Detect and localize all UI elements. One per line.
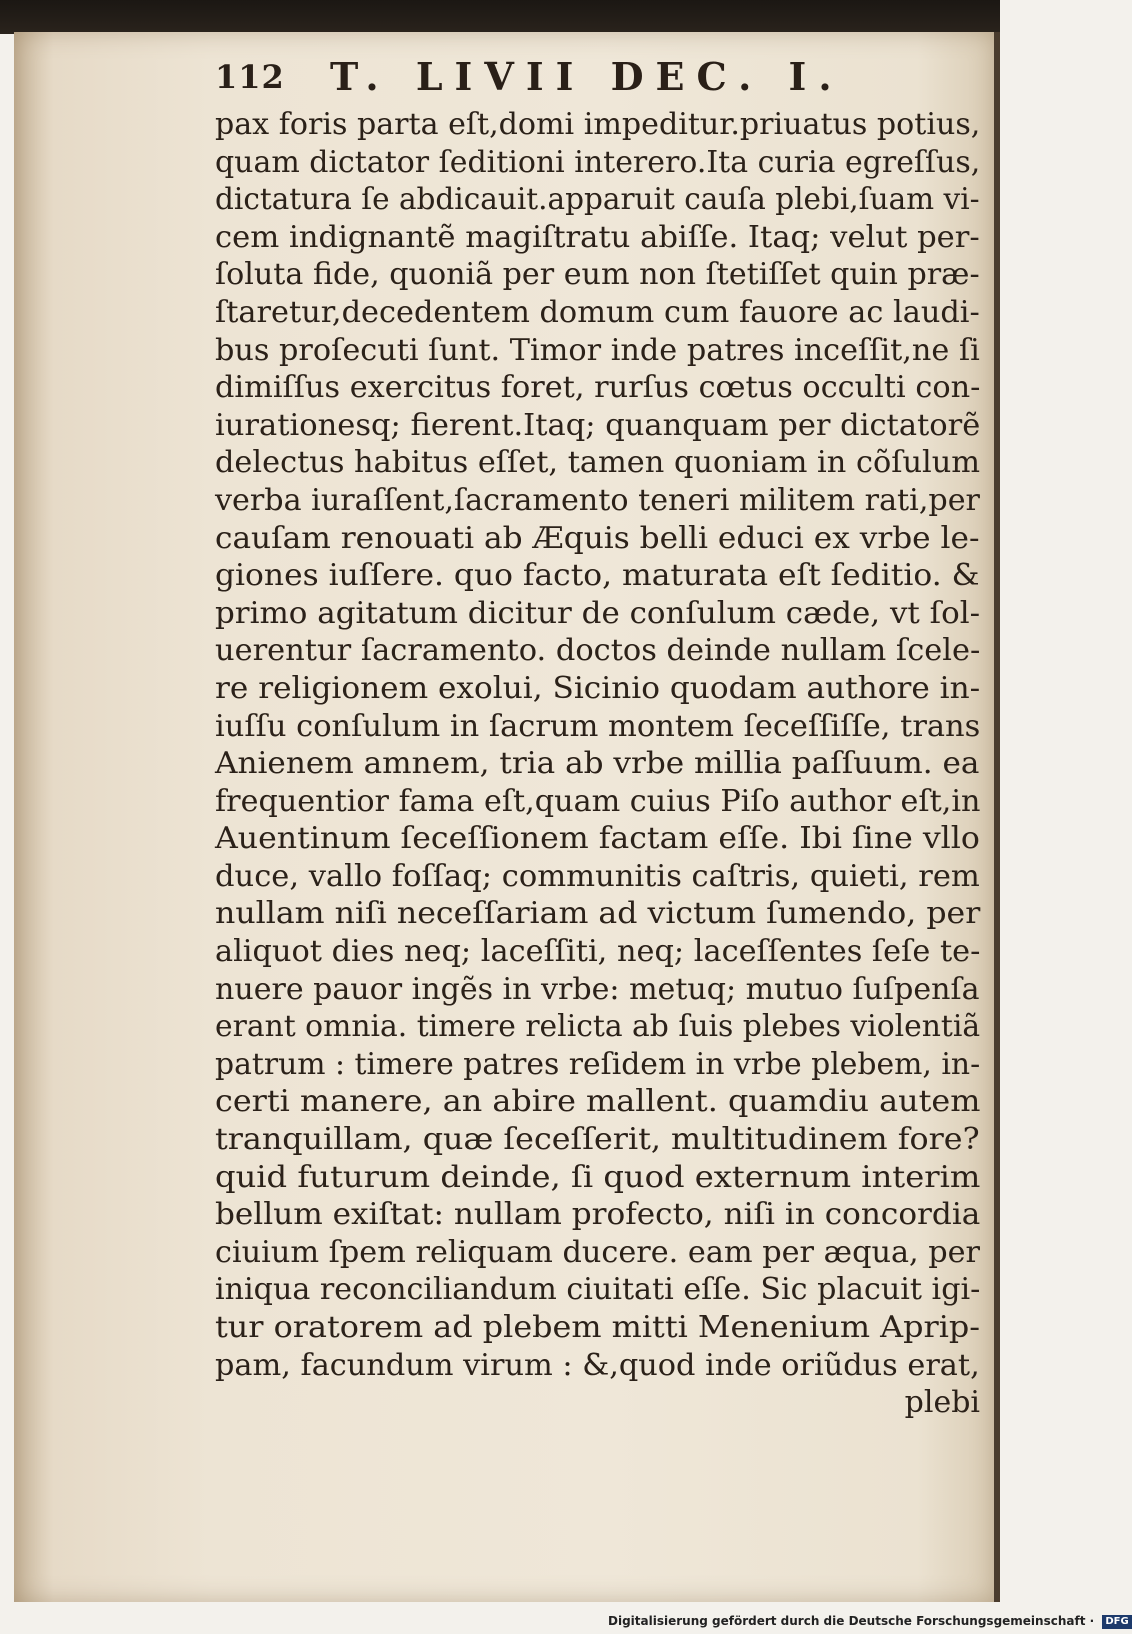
text-line: iuſſu conſulum in ſacrum montem ſeceſſiſſe, trans: [215, 708, 981, 744]
text-line: nullam niſi neceſſariam ad victum ſumendo, per: [215, 896, 981, 932]
running-title: T. LIVII DEC. I.: [330, 54, 844, 99]
text-line: re religionem exolui, Sicinio quodam authore in-: [215, 670, 981, 706]
text-line: duce, vallo foſſaq; communitis caſtris, quieti, rem: [215, 858, 980, 894]
text-line: patrum : timere patres reſidem in vrbe plebem, in-: [215, 1046, 981, 1082]
text-line: ſtaretur,decedentem domum cum fauore ac laudi-: [215, 294, 980, 330]
text-line: tranquillam, quæ ſeceſſerit, multitudinem fore?: [215, 1122, 980, 1158]
body-text: [215, 106, 990, 1422]
text-line: ciuium ſpem reliquam ducere. eam per æqua, per: [215, 1234, 981, 1270]
text-line: quam dictator ſeditioni interero.Ita curia egreſſus,: [215, 144, 981, 180]
text-line: verba iuraſſent,ſacramento teneri militem rati,per: [215, 482, 980, 518]
text-line: frequentior fama eſt,quam cuius Piſo author eſt,in: [215, 783, 981, 819]
text-line: Auentinum ſeceſſionem factam eſſe. Ibi ſine vllo: [215, 821, 980, 857]
text-line: bus proſecuti ſunt. Timor inde patres inceſſit,ne ſi: [215, 332, 980, 368]
text-line: uerentur ſacramento. doctos deinde nullam ſcele-: [215, 633, 981, 669]
text-line: erant omnia. timere relicta ab ſuis plebes violentiã: [215, 1009, 981, 1045]
text-line: cauſam renouati ab Æquis belli educi ex vrbe le-: [215, 520, 980, 556]
text-line: Anienem amnem, tria ab vrbe millia paſſuum. ea: [215, 746, 980, 782]
text-line: dictatura ſe abdicauit.apparuit cauſa plebi,ſuam vi-: [215, 182, 980, 218]
text-line: cem indignantẽ magiſtratu abiſſe. Itaq; velut per-: [215, 219, 980, 255]
text-line: iurationesq; fierent.Itaq; quanquam per dictatorẽ: [215, 407, 981, 443]
text-line: tur oratorem ad plebem mitti Menenium Aprip-: [215, 1310, 981, 1345]
text-line: pam, facundum virum : &,quod inde oriũdus erat,: [215, 1347, 980, 1383]
digitization-credit: [608, 1614, 1132, 1630]
page-number: 112: [215, 58, 285, 96]
text-line: primo agitatum dicitur de conſulum cæde, vt ſol-: [215, 595, 981, 631]
catchword: plebi: [904, 1385, 980, 1421]
text-line: nuere pauor ingẽs in vrbe: metuq; mutuo ſuſpenſa: [215, 971, 980, 1007]
text-line: quid futurum deinde, ſi quod externum interim: [215, 1159, 981, 1195]
text-line: iniqua reconciliandum ciuitati eſſe. Sic placuit igi-: [215, 1272, 981, 1308]
text-line: certi manere, an abire mallent. quamdiu autem: [215, 1084, 981, 1120]
credit-text: Digitalisierung gefördert durch die Deutsche Forschungsgemeinschaft ·: [608, 1614, 1095, 1628]
text-line: delectus habitus eſſet, tamen quoniam in cõſulum: [215, 445, 981, 481]
scan-top-border: [0, 0, 1000, 34]
text-line: dimiſſus exercitus foret, rurſus cœtus occulti con-: [215, 370, 981, 406]
text-line: bellum exiſtat: nullam profecto, niſi in concordia: [215, 1197, 981, 1233]
text-line: giones iuſſere. quo facto, maturata eſt ſeditio. &: [215, 558, 980, 594]
running-head: [0, 52, 1000, 106]
text-line: ſoluta fide, quoniã per eum non ſtetiſſet quin præ-: [215, 257, 980, 293]
text-line: aliquot dies neq; laceſſiti, neq; laceſſentes ſeſe te-: [215, 934, 981, 970]
dfg-logo: DFG: [1102, 1615, 1131, 1629]
text-line: pax foris parta eſt,domi impeditur.priuatus potius,: [215, 107, 981, 142]
